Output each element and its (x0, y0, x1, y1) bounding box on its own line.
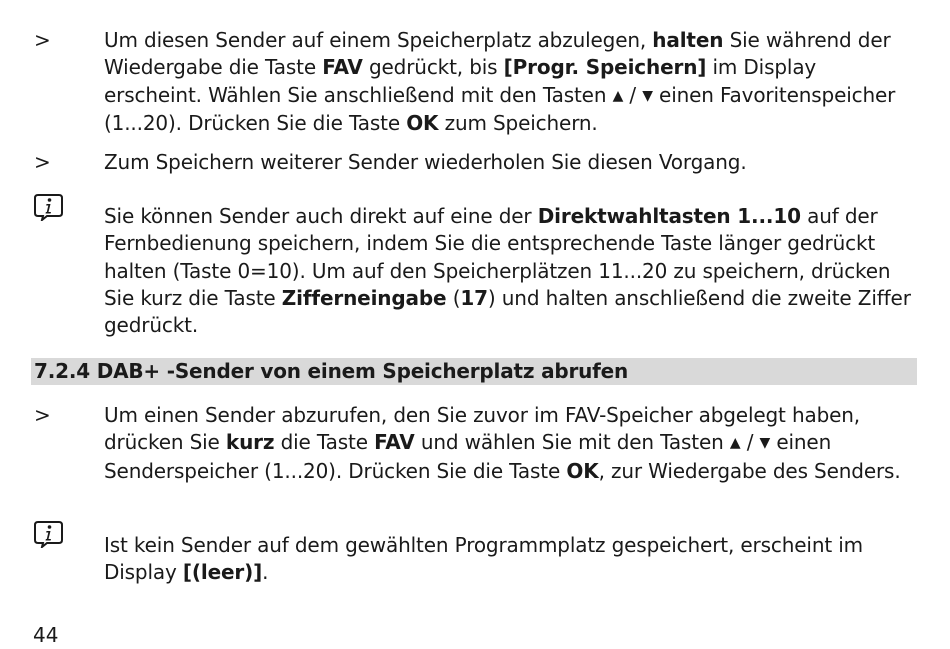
text-run: zum Speichern. (438, 110, 598, 135)
text-run: im Display erscheint. Wählen Sie anschließend mit den Tasten (104, 55, 817, 107)
text-run: Sie während der Wiedergabe die Taste (104, 28, 891, 80)
bullet-marker: > (34, 150, 51, 174)
text-run: einen Senderspeicher (1...20). Drücken Sie die Taste (104, 430, 832, 483)
page-number: 44 (33, 623, 59, 647)
info-text (104, 203, 919, 339)
bold-term: halten (652, 28, 724, 52)
text-run: Ist kein Sender auf dem gewählten Programmplatz gespeichert, erscheint im Display (104, 533, 863, 585)
arrow-up-icon: ▲ (729, 435, 741, 452)
step-text (104, 27, 919, 137)
bold-term: [(leer)] (182, 560, 263, 585)
section-heading (31, 358, 917, 385)
text-run: Um diesen Sender auf einem Speicherplatz abzulegen, (104, 28, 653, 52)
bold-term: 17 (460, 285, 488, 310)
step-text (104, 149, 919, 176)
bold-term: FAV (322, 55, 363, 80)
bold-term: OK (566, 458, 599, 483)
text-run: ( (446, 285, 461, 310)
bold-term: Zifferneingabe (281, 285, 447, 310)
text-run: Um einen Sender abzurufen, den Sie zuvor im FAV-Speicher abgelegt haben, drücken Sie (104, 403, 861, 455)
arrow-down-icon: ▼ (759, 435, 771, 452)
text-run: / (740, 430, 760, 455)
info-icon (33, 520, 64, 548)
text-run: auf der Fernbedienung speichern, indem Sie die entsprechende Taste länger gedrückt halten (Taste 0=10). Um auf den Speicherplätzen 11...20 zu speichern, drücken Sie kurz die Taste (104, 204, 891, 310)
info-text (104, 532, 919, 587)
text-run: Sie können Sender auch direkt auf eine der (104, 204, 538, 228)
bold-term: kurz (225, 430, 275, 455)
text-run: die Taste (274, 430, 375, 455)
bold-term: Direktwahltasten 1...10 (537, 204, 801, 228)
info-icon (33, 193, 64, 221)
arrow-down-icon: ▼ (642, 87, 653, 104)
text-run: Zum Speichern weiterer Sender wiederholen Sie diesen Vorgang. (104, 150, 747, 174)
bold-term: FAV (374, 430, 415, 455)
step-text (104, 402, 919, 485)
section-heading-text: 7.2.4 DAB+ -Sender von einem Speicherplatz abrufen (34, 359, 629, 383)
text-run: / (623, 82, 643, 107)
bold-term: [Progr. Speichern] (503, 55, 707, 80)
text-run: , zur Wiedergabe des Senders. (598, 458, 901, 483)
text-run: einen Favoritenspeicher (1...20). Drücken Sie die Taste (104, 82, 896, 135)
bullet-marker: > (34, 28, 51, 52)
text-run: ) und halten anschließend die zweite Ziffer gedrückt. (104, 285, 911, 338)
text-run: . (262, 560, 269, 585)
bold-term: OK (406, 110, 439, 135)
bullet-marker: > (34, 403, 51, 427)
arrow-up-icon: ▲ (612, 87, 624, 104)
text-run: gedrückt, bis (362, 55, 504, 80)
text-run: und wählen Sie mit den Tasten (414, 430, 730, 455)
